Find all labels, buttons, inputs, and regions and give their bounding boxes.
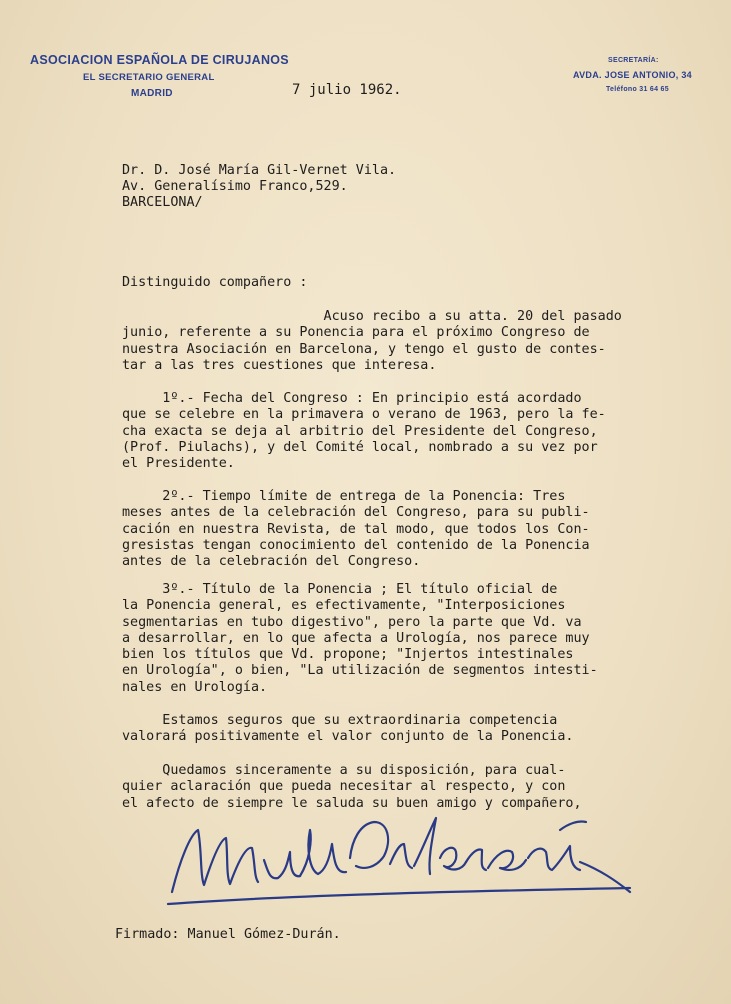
- paragraph-line: Quedamos sinceramente a su disposición, para cual-: [122, 763, 566, 778]
- paragraph-line: que se celebre en la primavera o verano de 1963, pero la fe-: [122, 407, 606, 423]
- letterhead-role: EL SECRETARIO GENERAL: [83, 72, 215, 83]
- paragraph-line: antes de la celebración del Congreso.: [122, 554, 421, 570]
- paragraph-line: a desarrollar, en lo que afecta a Urología, nos parece muy: [122, 630, 590, 646]
- paragraph-line: gresistas tengan conocimiento del contenido de la Ponencia: [122, 537, 590, 553]
- paragraph-date-of-congress: [122, 391, 606, 472]
- paragraph-line: quier aclaración que pueda necesitar al respecto, y con: [122, 779, 566, 795]
- paragraph-line: cación en nuestra Revista, de tal modo, que todos los Con-: [122, 521, 590, 537]
- letterhead-organization: ASOCIACION ESPAÑOLA DE CIRUJANOS: [30, 53, 289, 67]
- paragraph-line: 2º.- Tiempo límite de entrega de la Ponencia: Tres: [122, 489, 566, 504]
- paragraph-line: el afecto de siempre le saluda su buen amigo y compañero,: [122, 795, 582, 811]
- paragraph-acknowledgement: [122, 309, 622, 374]
- recipient-city: BARCELONA/: [122, 195, 203, 210]
- paragraph-line: cha exacta se deja al arbitrio del Presidente del Congreso,: [122, 423, 598, 439]
- paragraph-line: nuestra Asociación en Barcelona, y tengo el gusto de contes-: [122, 341, 606, 357]
- letterhead-city: MADRID: [131, 88, 173, 99]
- recipient-address: [122, 163, 396, 211]
- paragraph-line: 1º.- Fecha del Congreso : En principio está acordado: [122, 391, 582, 406]
- paragraph-line: junio, referente a su Ponencia para el próximo Congreso de: [122, 325, 590, 341]
- paragraph-line: tar a las tres cuestiones que interesa.: [122, 357, 437, 373]
- paragraph-line: valorará positivamente el valor conjunto de la Ponencia.: [122, 729, 574, 745]
- paragraph-deadline: [122, 489, 590, 570]
- paragraph-line: Estamos seguros que su extraordinaria competencia: [122, 713, 558, 728]
- signed-by: Firmado: Manuel Gómez-Durán.: [115, 927, 341, 942]
- handwritten-signature: [160, 800, 640, 920]
- recipient-street: Av. Generalísimo Franco,529.: [122, 179, 348, 194]
- paragraph-line: segmentarias en tubo digestivo", pero la parte que Vd. va: [122, 614, 582, 630]
- paragraph-line: en Urología", o bien, "La utilización de segmentos intesti-: [122, 663, 598, 679]
- letterhead-address: AVDA. JOSE ANTONIO, 34: [573, 70, 692, 80]
- paragraph-line: bien los títulos que Vd. propone; "Injertos intestinales: [122, 647, 574, 663]
- paragraph-line: el Presidente.: [122, 456, 235, 472]
- paragraph-line: meses antes de la celebración del Congreso, para su publi-: [122, 505, 590, 521]
- paragraph-title: [122, 582, 598, 696]
- greeting: Distinguido compañero :: [122, 275, 308, 290]
- paragraph-line: la Ponencia general, es efectivamente, "Interposiciones: [122, 598, 566, 614]
- paragraph-line: 3º.- Título de la Ponencia ; El título oficial de: [122, 582, 558, 597]
- recipient-name: Dr. D. José María Gil-Vernet Vila.: [122, 163, 397, 178]
- letterhead-phone: Teléfono 31 64 65: [606, 86, 669, 93]
- letterhead-secretary-label: SECRETARÍA:: [608, 57, 659, 64]
- paragraph-line: (Prof. Piulachs), y del Comité local, nombrado a su vez por: [122, 439, 598, 455]
- paragraph-line: nales en Urología.: [122, 679, 268, 695]
- paragraph-line: Acuso recibo a su atta. 20 del pasado: [122, 309, 622, 324]
- letter-date: 7 julio 1962.: [292, 82, 402, 98]
- paragraph-assurance: [122, 713, 573, 746]
